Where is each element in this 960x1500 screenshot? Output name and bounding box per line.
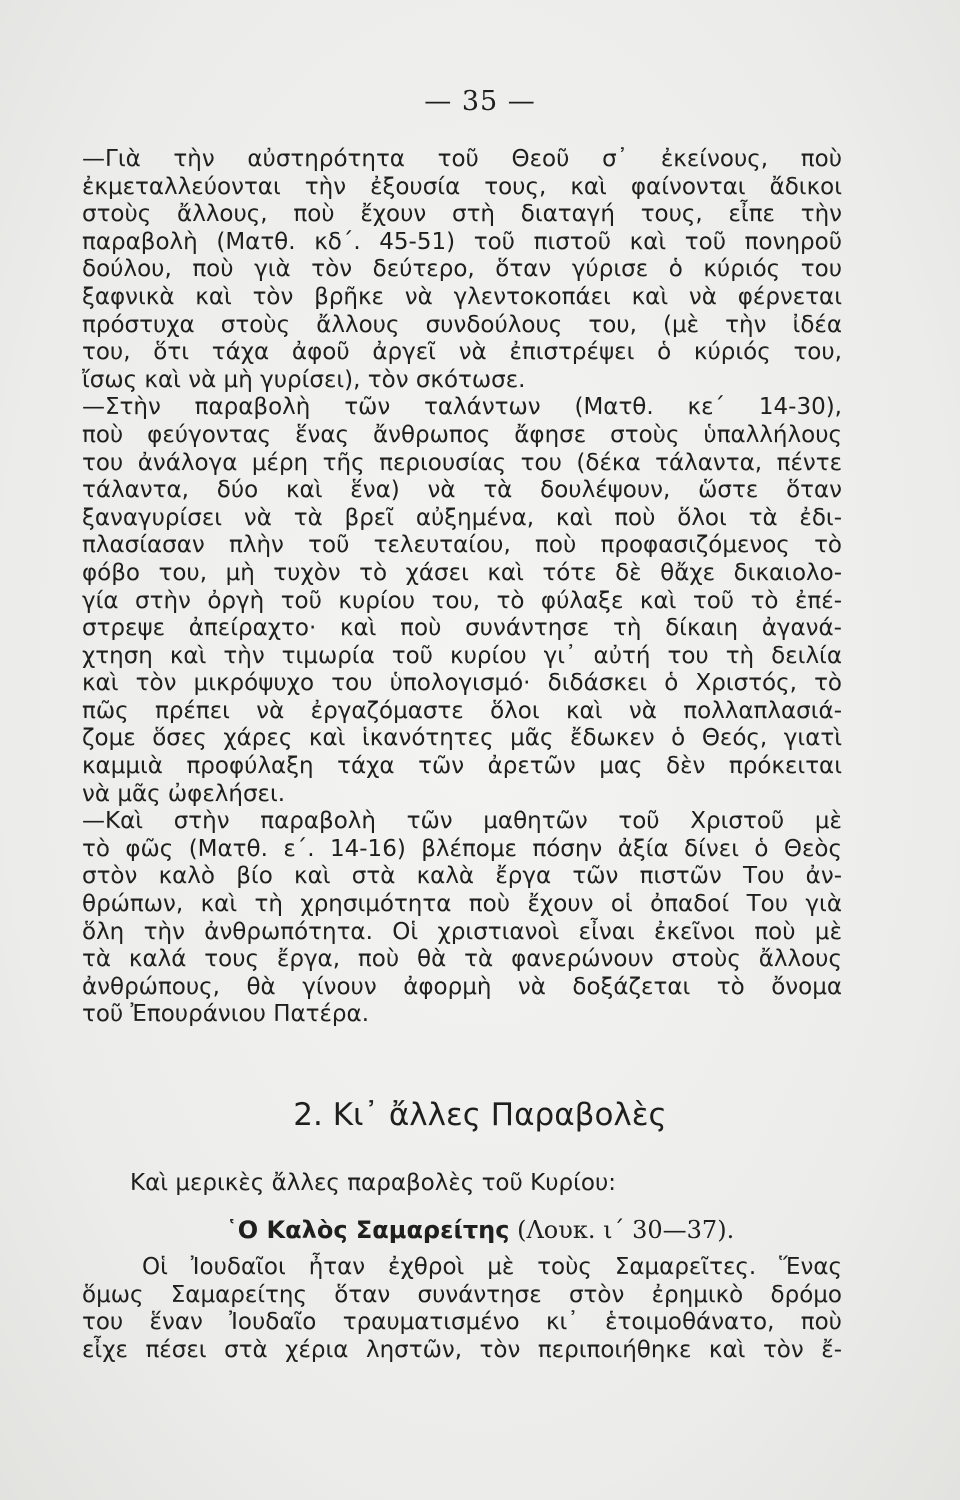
parable-name: ῾Ο Καλὸς Σαμαρείτης: [225, 1216, 510, 1244]
text-line: ἀνθρώπους, θὰ γίνουν ἀφορμὴ νὰ δοξάζεται τὸ ὄνομα: [82, 973, 842, 1000]
text-line: παραβολὴ (Ματθ. κδ΄. 45-51) τοῦ πιστοῦ καὶ τοῦ πονηροῦ: [82, 228, 842, 255]
text-line: τοῦ Ἐπουράνιου Πατέρα.: [82, 1001, 370, 1028]
text-line: ἐκμεταλλεύονται τὴν ἐξουσία τους, καὶ φαίνονται ἄδικοι: [82, 173, 842, 200]
text-line: γία στὴν ὀργὴ τοῦ κυρίου του, τὸ φύλαξε καὶ τοῦ τὸ ἐπέ-: [82, 587, 842, 614]
text-line: του ἀνάλογα μέρη τῆς περιουσίας του (δέκα τάλαντα, πέντε: [82, 449, 842, 476]
text-line: πῶς πρέπει νὰ ἐργαζόμαστε ὅλοι καὶ νὰ πολλαπλασιά-: [82, 697, 842, 724]
text-line: χτηση καὶ τὴν τιμωρία τοῦ κυρίου γι᾿ αὐτή του τὴ δειλία: [82, 642, 842, 669]
text-line: πλασίασαν πλὴν τοῦ τελευταίου, ποὺ προφασιζόμενος τὸ: [82, 532, 842, 559]
text-line: ζομε ὅσες χάρες καὶ ἱκανότητες μᾶς ἔδωκεν ὁ Θεός, γιατὶ: [82, 725, 842, 752]
text-line: ποὺ φεύγοντας ἕνας ἄνθρωπος ἄφησε στοὺς ὑπαλλήλους: [82, 421, 842, 448]
body-text-bottom: [82, 1254, 842, 1364]
text-line: φόβο του, μὴ τυχὸν τὸ χάσει καὶ τότε δὲ θἄχε δικαιολο-: [82, 559, 842, 586]
text-line: ὅμως Σαμαρείτης ὅταν συνάντησε στὸν ἐρημικὸ δρόμο: [82, 1281, 842, 1308]
paragraph: [82, 808, 842, 1029]
text-line: —Στὴν παραβολὴ τῶν ταλάντων (Ματθ. κε΄ 14-30),: [82, 394, 842, 421]
text-line: ξαφνικὰ καὶ τὸν βρῆκε νὰ γλεντοκοπάει καὶ νὰ φέρνεται: [82, 283, 842, 310]
page-number: — 35 —: [424, 86, 536, 117]
text-line: τὸ φῶς (Ματθ. ε΄. 14-16) βλέπομε πόσην ἀξία δίνει ὁ Θεὸς: [82, 835, 842, 862]
text-line: στὸν καλὸ βίο καὶ στὰ καλὰ ἔργα τῶν πιστῶν Του ἀν-: [82, 863, 842, 890]
text-line: του ἕναν Ἰουδαῖο τραυματισμένο κι᾿ ἑτοιμοθάνατο, ποὺ: [82, 1309, 842, 1336]
text-line: εἶχε πέσει στὰ χέρια ληστῶν, τὸν περιποιήθηκε καὶ τὸν ἔ-: [82, 1336, 842, 1363]
section-heading: 2. Κι᾿ ἄλλες Παραβολὲς: [293, 1097, 667, 1133]
text-line: θρώπων, καὶ τὴ χρησιμότητα ποὺ ἔχουν οἱ ὀπαδοί Του γιὰ: [82, 891, 842, 918]
parable-reference: (Λουκ. ι΄ 30—37).: [517, 1216, 735, 1244]
paragraph: [82, 146, 842, 394]
text-line: καὶ τὸν μικρόψυχο του ὑπολογισμό· διδάσκει ὁ Χριστός, τὸ: [82, 670, 842, 697]
paragraph: [82, 394, 842, 808]
section-intro: Καὶ μερικὲς ἄλλες παραβολὲς τοῦ Κυρίου:: [130, 1170, 617, 1196]
text-line: στρεψε ἀπείραχτο· καὶ ποὺ συνάντησε τὴ δίκαιη ἀγανά-: [82, 615, 842, 642]
text-line: —Γιὰ τὴν αὐστηρότητα τοῦ Θεοῦ σ᾿ ἐκείνους, ποὺ: [82, 146, 842, 172]
text-line: νὰ μᾶς ὠφελήσει.: [82, 780, 286, 807]
parable-title: [0, 1216, 960, 1244]
text-line: —Καὶ στὴν παραβολὴ τῶν μαθητῶν τοῦ Χριστοῦ μὲ: [82, 808, 842, 835]
text-line: τὰ καλά τους ἔργα, ποὺ θὰ τὰ φανερώνουν στοὺς ἄλλους: [82, 946, 842, 973]
text-line: στοὺς ἄλλους, ποὺ ἔχουν στὴ διαταγή τους, εἶπε τὴν: [82, 201, 842, 228]
text-line: ἴσως καὶ νὰ μὴ γυρίσει), τὸν σκότωσε.: [82, 366, 526, 393]
paragraph: [82, 1254, 842, 1364]
body-text-top: [82, 146, 842, 1029]
text-line: τάλαντα, δύο καὶ ἕνα) νὰ τὰ δουλέψουν, ὥστε ὅταν: [82, 477, 842, 504]
text-line: ξαναγυρίσει νὰ τὰ βρεῖ αὐξημένα, καὶ ποὺ ὅλοι τὰ ἐδι-: [82, 504, 842, 531]
text-line: πρόστυχα στοὺς ἄλλους συνδούλους του, (μὲ τὴν ἰδέα: [82, 311, 842, 338]
text-line: ὅλη τὴν ἀνθρωπότητα. Οἱ χριστιανοὶ εἶναι ἐκεῖνοι ποὺ μὲ: [82, 918, 842, 945]
text-line: Οἱ Ἰουδαῖοι ἦταν ἐχθροὶ μὲ τοὺς Σαμαρεῖτες. Ἕνας: [142, 1254, 842, 1280]
text-line: του, ὅτι τάχα ἀφοῦ ἀργεῖ νὰ ἐπιστρέψει ὁ κύριός του,: [82, 339, 842, 366]
text-line: καμμιὰ προφύλαξη τάχα τῶν ἀρετῶν μας δὲν πρόκειται: [82, 753, 842, 780]
text-line: δούλου, ποὺ γιὰ τὸν δεύτερο, ὅταν γύρισε ὁ κύριός του: [82, 256, 842, 283]
